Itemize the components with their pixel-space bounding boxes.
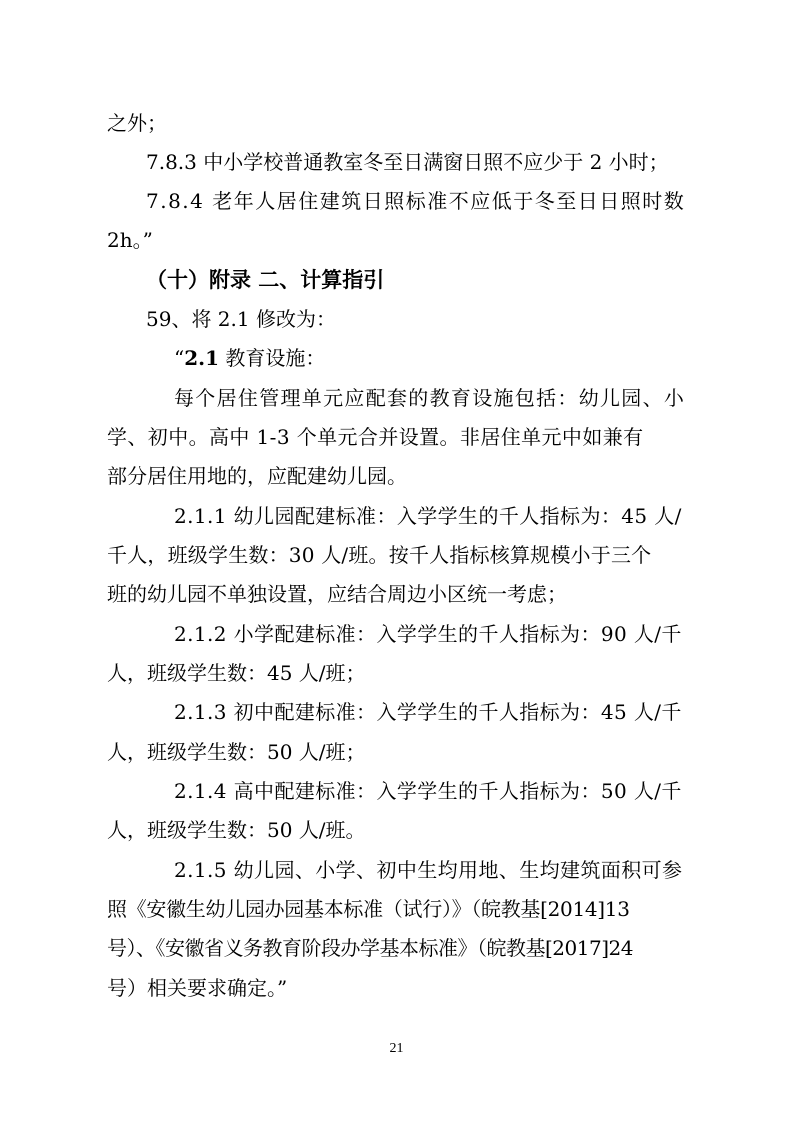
text-line-16: 2.1.3 初中配建标准：入学学生的千人指标为：45 人/千 — [174, 700, 682, 724]
text-line-12: 千人，班级学生数：30 人/班。按千人指标核算规模小于三个 — [107, 543, 652, 567]
text-line-1: 之外； — [107, 111, 167, 135]
page-number: 21 — [389, 1041, 404, 1056]
subsection-heading — [174, 346, 325, 370]
subsection-number: 2.1 — [184, 346, 220, 370]
text-line-2: 7.8.3 中小学校普通教室冬至日满窗日照不应少于 2 小时； — [146, 150, 669, 174]
text-line-15: 人，班级学生数：45 人/班； — [107, 661, 366, 685]
text-line-14: 2.1.2 小学配建标准：入学学生的千人指标为：90 人/千 — [174, 622, 682, 646]
text-line-22: 号）、《安徽省义务教育阶段办学基本标准》（皖教基[2017]24 — [107, 936, 633, 960]
open-quote: “ — [174, 346, 185, 370]
text-line-23: 号）相关要求确定。” — [107, 976, 288, 1000]
text-line-6: 59、将 2.1 修改为： — [146, 307, 336, 331]
text-line-18: 2.1.4 高中配建标准：入学学生的千人指标为：50 人/千 — [174, 779, 682, 803]
text-line-3: 7.8.4 老年人居住建筑日照标准不应低于冬至日日照时数 — [146, 189, 686, 213]
subsection-title: 教育设施： — [219, 346, 326, 370]
text-line-20: 2.1.5 幼儿园、小学、初中生均用地、生均建筑面积可参 — [174, 858, 683, 882]
text-line-17: 人，班级学生数：50 人/班； — [107, 740, 366, 764]
text-line-8: 每个居住管理单元应配套的教育设施包括：幼儿园、小 — [174, 386, 686, 410]
section-heading: （十）附录 二、计算指引 — [146, 268, 385, 292]
text-line-21: 照《安徽生幼儿园办园基本标准（试行）》（皖教基[2014]13 — [107, 897, 630, 921]
text-line-19: 人，班级学生数：50 人/班。 — [107, 818, 366, 842]
text-line-10: 部分居住用地的，应配建幼儿园。 — [107, 464, 407, 488]
text-line-13: 班的幼儿园不单独设置，应结合周边小区统一考虑； — [107, 582, 567, 606]
text-line-9: 学、初中。高中 1-3 个单元合并设置。非居住单元中如兼有 — [107, 425, 644, 449]
text-line-4: 2h。” — [107, 228, 153, 252]
text-line-11: 2.1.1 幼儿园配建标准：入学学生的千人指标为：45 人/ — [174, 504, 682, 528]
